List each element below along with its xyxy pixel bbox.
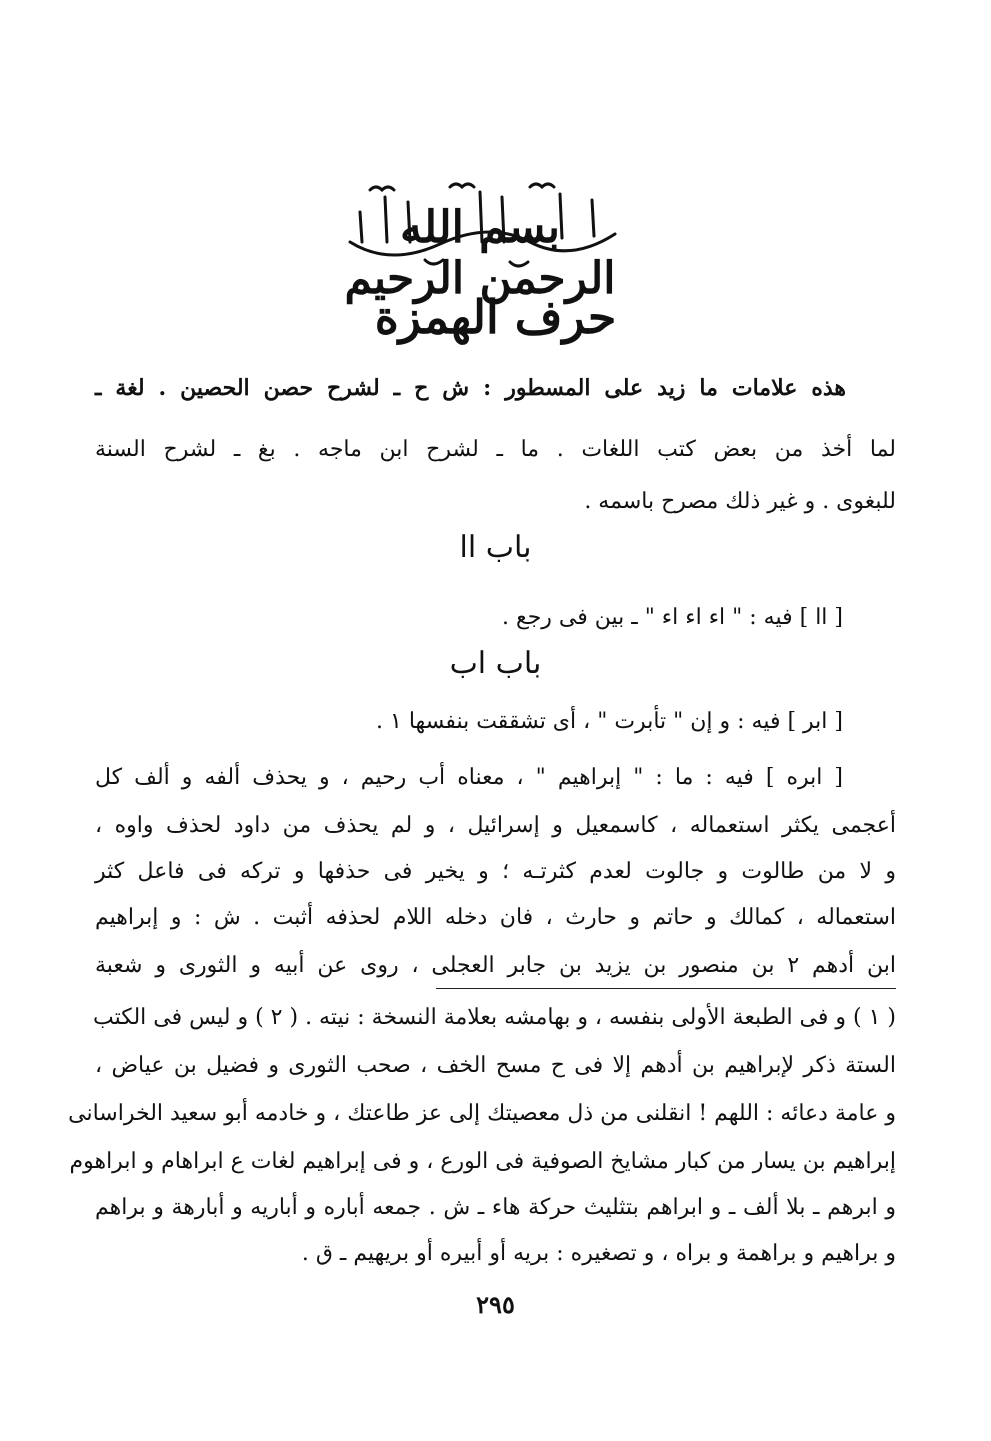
section-heading: باب اا <box>459 530 532 565</box>
footnote-line: إبراهيم بن يسار من كبار مشايخ الصوفية فى الورع ، و فى إبراهيم لغات ع ابراهام و ابراهوم <box>69 1149 896 1174</box>
intro-line: للبغوى . و غير ذلك مصرح باسمه . <box>584 489 896 514</box>
footnote-line: ( ١ ) و فى الطبعة الأولى بنفسه ، و بهامشه بعلامة النسخة : نيته . ( ٢ ) و ليس فى الكتب <box>93 1005 896 1030</box>
entry-line: ابن أدهم ٢ بن منصور بن يزيد بن جابر العجلى ، روى عن أبيه و الثورى و شعبة <box>95 953 897 978</box>
entry-line: [ ابره ] فيه : ما : " إبراهيم " ، معناه أب رحيم ، و يحذف ألفه و ألف كل <box>95 765 843 790</box>
entry-line: أعجمى يكثر استعماله ، كاسمعيل و إسرائيل ، و لم يحذف من داود لحذف واوه ، <box>95 813 896 838</box>
footnote-line: الستة ذكر لإبراهيم بن أدهم إلا فى ح مسح الخف ، صحب الثورى و فضيل بن عياض ، <box>95 1053 896 1078</box>
basmala-calligraphy <box>330 172 630 304</box>
footnote-line: و ابرهم ـ بلا ألف ـ و ابراهم بتثليث حركة هاء ـ ش . جمعه أباره و أباريه و أبارهة و براهم <box>95 1195 896 1220</box>
basmala-text: بسم الله الرحمن الرحيم <box>344 202 616 304</box>
entry-line: [ اا ] فيه : " اء اء اء " ـ بين فى رجع . <box>502 605 843 630</box>
footnote-line: و عامة دعائه : اللهم ! انقلنى من ذل معصيتك إلى عز طاعتك ، و خادمه أبو سعيد الخراسانى <box>68 1101 896 1126</box>
page-title: حرف الهمزة <box>374 290 617 344</box>
page-number: ٢٩٥ <box>476 1290 515 1319</box>
entry-line: [ ابر ] فيه : و إن " تأبرت " ، أى تشققت بنفسها ١ . <box>376 709 843 734</box>
entry-line: استعماله ، كمالك و حاتم و حارث ، فان دخله اللام لحذفه أثبت . ش : و إبراهيم <box>95 905 896 930</box>
entry-line: و لا من طالوت و جالوت لعدم كثرتـه ؛ و يخير فى حذفها و تركه فى فاعل كثر <box>95 859 896 884</box>
footnote-rule <box>436 988 896 989</box>
intro-line: هذه علامات ما زيد على المسطور : ش ح ـ لشرح حصن الحصين . لغة ـ <box>95 375 846 401</box>
section-heading: باب اب <box>449 646 542 681</box>
intro-line: لما أخذ من بعض كتب اللغات . ما ـ لشرح ابن ماجه . بغ ـ لشرح السنة <box>95 437 896 462</box>
footnote-line: و براهيم و براهمة و براه ، و تصغيره : بريه أو أبيره أو بريهيم ـ ق . <box>301 1241 896 1266</box>
